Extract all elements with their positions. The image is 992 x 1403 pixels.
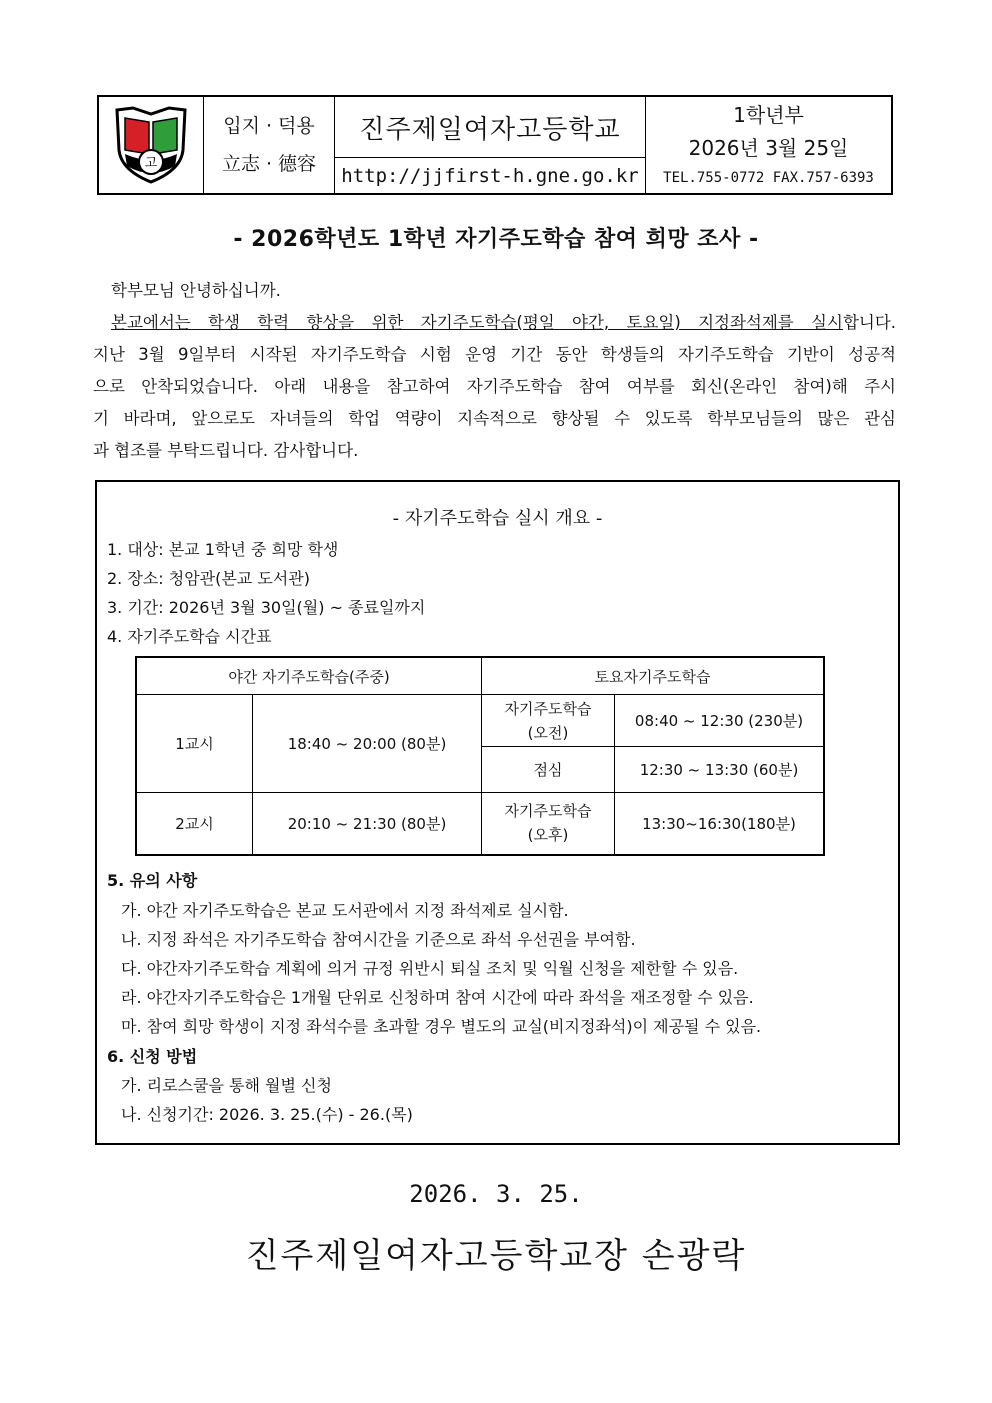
note-a: 가. 야간 자기주도학습은 본교 도서관에서 지정 좌석제로 실시함. (121, 901, 569, 920)
footer-date: 2026. 3. 25. (409, 1180, 583, 1208)
item-timetable: 4. 자기주도학습 시간표 (107, 627, 272, 646)
note-b: 나. 지정 좌석은 자기주도학습 참여시간을 기준으로 좌석 우선권을 부여함. (121, 930, 636, 949)
intro-line-1: 본교에서는 학생 학력 향상을 위한 자기주도학습(평일 야간, 토요일) 지정좌석제를 실시합니다. (111, 313, 896, 332)
motto-hanja: 立志 · 德容 (221, 153, 317, 175)
intro-line-2: 지난 3월 9일부터 시작된 자기주도학습 시험 운영 기간 동안 학생들의 자기주도학습 기반이 성공적 (93, 345, 896, 364)
period-2: 2교시 (136, 793, 253, 855)
overview-box (95, 480, 900, 1145)
principal-signature: 진주제일여자고등학교장 손광락 (245, 1236, 747, 1276)
greeting: 학부모님 안녕하십니까. (111, 281, 281, 300)
intro-line-3: 으로 안착되었습니다. 아래 내용을 참고하여 자기주도학습 참여 여부를 회신(온라인 참여)해 주시 (93, 377, 896, 396)
item-period: 3. 기간: 2026년 3월 30일(월) ~ 종료일까지 (107, 598, 426, 617)
school-motto (204, 97, 335, 193)
table-header-weekday: 야간 자기주도학습(주중) (136, 657, 482, 695)
intro-line-5: 과 협조를 부탁드립니다. 감사합니다. (93, 441, 359, 460)
table-header-saturday: 토요자기주도학습 (482, 657, 825, 695)
document-title: - 2026학년도 1학년 자기주도학습 참여 희망 조사 - (233, 227, 759, 252)
school-url[interactable]: http://jjfirst-h.gne.go.kr (341, 164, 639, 187)
note-e: 마. 참여 희망 학생이 지정 좌석수를 초과할 경우 별도의 교실(비지정좌석)이 제공될 수 있음. (121, 1017, 762, 1036)
intro-paragraph (93, 275, 896, 467)
item-target: 1. 대상: 본교 1학년 중 희망 학생 (107, 540, 339, 559)
period-1-time: 18:40 ~ 20:00 (80분) (253, 695, 482, 793)
intro-line-4: 기 바라며, 앞으로도 자녀들의 학업 역량이 지속적으로 향상될 수 있도록 학부모님들의 많은 관심 (93, 409, 896, 428)
school-logo-cell (99, 97, 204, 193)
motto-korean: 입지 · 덕용 (223, 115, 315, 137)
underlined-notice: 본교에서는 학생 학력 향상을 위한 자기주도학습(평일 야간, 토요일) 지정좌석제를 실시 (111, 313, 843, 332)
apply-heading: 6. 신청 방법 (107, 1047, 198, 1066)
item-location: 2. 장소: 청암관(본교 도서관) (107, 569, 310, 588)
saturday-pm-time: 13:30~16:30(180분) (615, 793, 825, 855)
contact-numbers: TEL.755-0772 FAX.757-6393 (663, 170, 874, 186)
school-name-cell (335, 97, 646, 193)
issue-date: 2026년 3월 25일 (688, 136, 849, 160)
timetable (135, 656, 825, 856)
saturday-pm-label: 자기주도학습 (오후) (482, 793, 615, 855)
apply-a: 가. 리로스쿨을 통해 월별 신청 (121, 1076, 332, 1095)
school-emblem-icon (111, 104, 191, 186)
school-name: 진주제일여자고등학교 (335, 97, 645, 158)
saturday-am-label: 자기주도학습 (오전) (482, 695, 615, 747)
apply-b: 나. 신청기간: 2026. 3. 25.(수) - 26.(목) (121, 1105, 413, 1124)
period-2-time: 20:10 ~ 21:30 (80분) (253, 793, 482, 855)
note-c: 다. 야간자기주도학습 계획에 의거 규정 위반시 퇴실 조치 및 익월 신청을 제한할 수 있음. (121, 959, 739, 978)
letterhead (97, 95, 893, 195)
logo-character: 고 (144, 156, 158, 171)
lunch-time: 12:30 ~ 13:30 (60분) (615, 747, 825, 793)
overview-heading: - 자기주도학습 실시 개요 - (392, 508, 603, 529)
department: 1학년부 (733, 103, 804, 127)
period-1: 1교시 (136, 695, 253, 793)
saturday-am-time: 08:40 ~ 12:30 (230분) (615, 695, 825, 747)
notes-heading: 5. 유의 사항 (107, 871, 198, 890)
issue-info (646, 97, 891, 193)
lunch-label: 점심 (482, 747, 615, 793)
note-d: 라. 야간자기주도학습은 1개월 단위로 신청하며 참여 시간에 따라 좌석을 재조정할 수 있음. (121, 988, 754, 1007)
